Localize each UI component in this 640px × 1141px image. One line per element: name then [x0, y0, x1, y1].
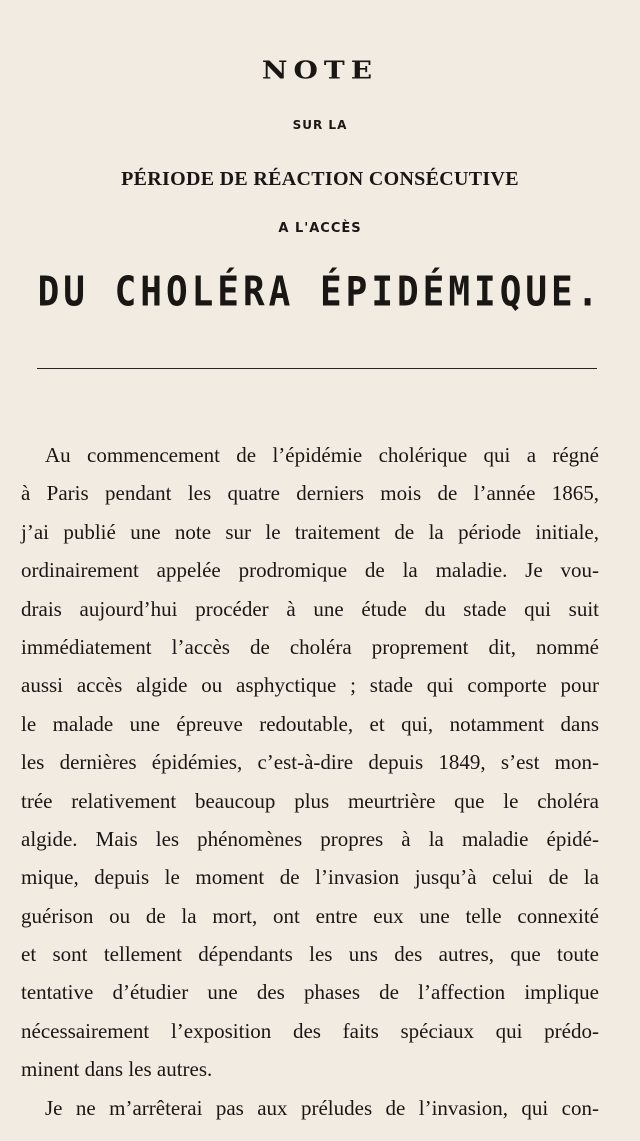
text-line: minent dans les autres.	[21, 1057, 213, 1082]
subtitle-sur-la: SUR LA	[292, 118, 348, 132]
text-line: Je ne m’arrêterai pas aux préludes de l’invasion, qui con-	[45, 1095, 599, 1120]
text-line: Au commencement de l’épidémie cholérique qui a régné	[45, 443, 599, 467]
horizontal-rule	[37, 368, 597, 369]
text-line: guérison ou de la mort, ont entre eux une telle connexité	[21, 903, 599, 928]
main-title-cholera: DU CHOLÉRA ÉPIDÉMIQUE.	[37, 268, 603, 317]
text-line: ordinairement appelée prodromique de la maladie. Je vou-	[21, 558, 599, 583]
text-line: mique, depuis le moment de l’invasion jusqu’à celui de la	[21, 865, 599, 890]
text-line: à Paris pendant les quatre derniers mois de l’année 1865,	[21, 481, 599, 506]
text-line: j’ai publié une note sur le traitement de la période initiale,	[21, 519, 599, 544]
text-line: et sont tellement dépendants les uns des autres, que toute	[21, 942, 599, 967]
text-line: les dernières épidémies, c’est-à-dire depuis 1849, s’est mon-	[21, 750, 599, 775]
text-line: nécessairement l’exposition des faits spéciaux qui prédo-	[21, 1018, 599, 1043]
subtitle-acces: A L'ACCÈS	[278, 221, 362, 236]
text-line: le malade une épreuve redoutable, et qui, notamment dans	[21, 711, 599, 736]
body-text	[21, 436, 599, 1127]
subtitle-periode: PÉRIODE DE RÉACTION CONSÉCUTIVE	[121, 168, 519, 190]
text-line: immédiatement l’accès de choléra proprement dit, nommé	[21, 634, 599, 659]
title-note: NOTE	[261, 56, 379, 85]
text-line: tentative d’étudier une des phases de l’affection implique	[21, 980, 599, 1005]
text-line: aussi accès algide ou asphyctique ; stade qui comporte pour	[21, 673, 599, 698]
text-line: drais aujourd’hui procéder à une étude du stade qui suit	[21, 596, 599, 621]
text-line: algide. Mais les phénomènes propres à la maladie épidé-	[21, 826, 599, 851]
text-line: trée relativement beaucoup plus meurtrière que le choléra	[21, 788, 599, 813]
